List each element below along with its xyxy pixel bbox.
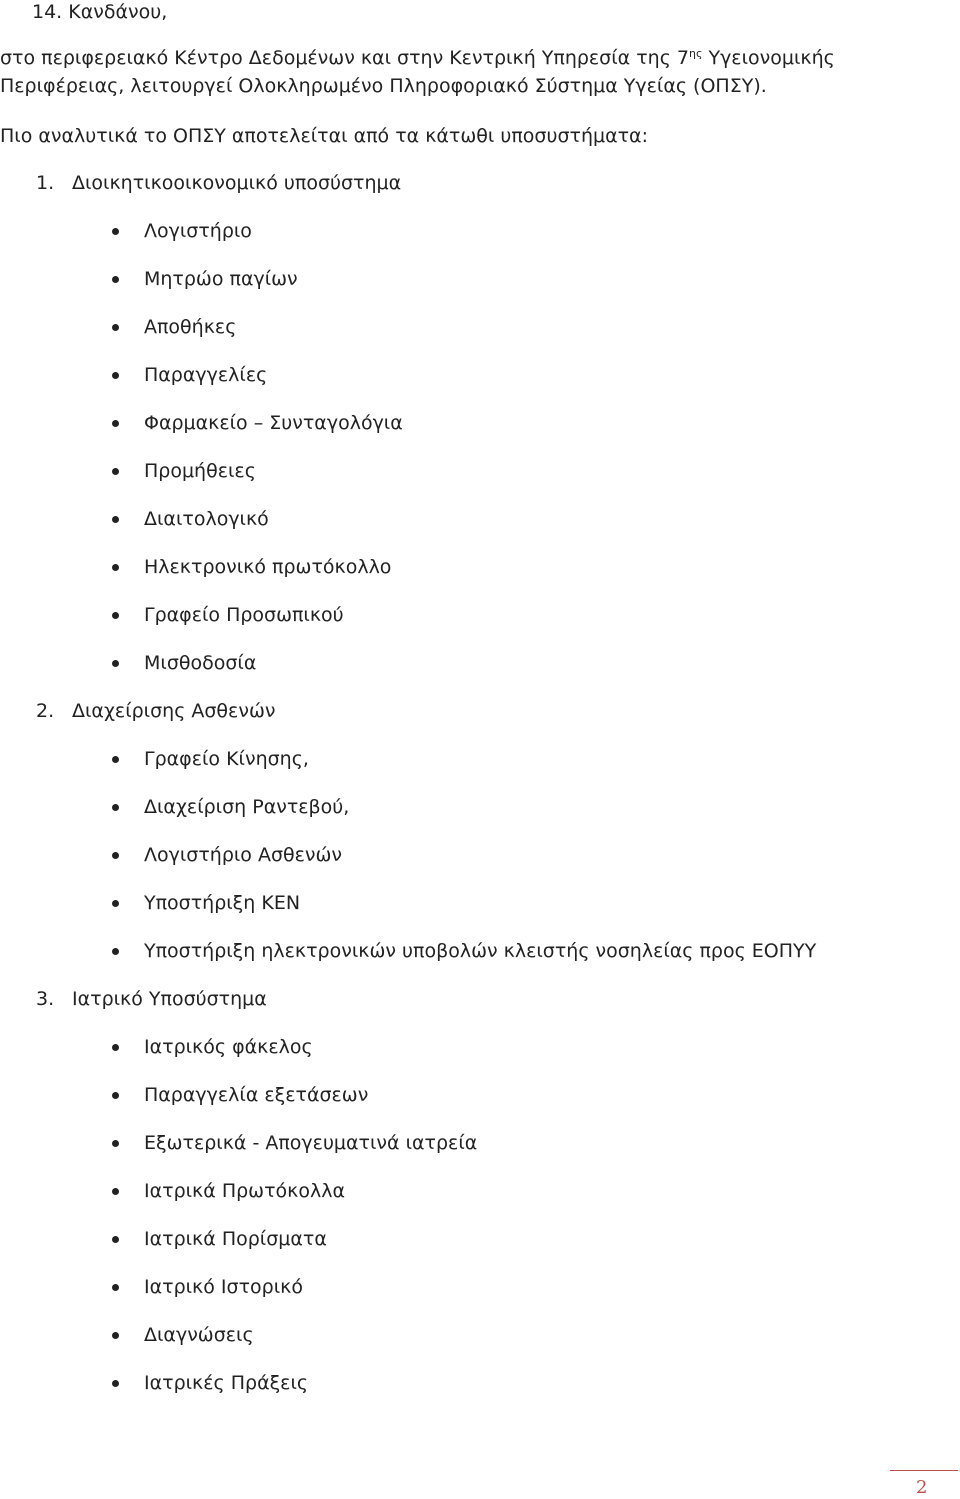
bullet-icon	[112, 1044, 119, 1051]
list-item: Εξωτερικά - Απογευματινά ιατρεία	[144, 1132, 478, 1154]
list-item: Μητρώο παγίων	[144, 268, 298, 290]
bullet-icon	[112, 420, 119, 427]
bullet-icon	[112, 948, 119, 955]
page-number: 2	[916, 1477, 928, 1498]
bullet-icon	[112, 516, 119, 523]
list-item: Διαιτολογικό	[144, 508, 269, 530]
bullet-icon	[112, 756, 119, 763]
list-item: Παραγγελίες	[144, 364, 268, 386]
subsystem-number: 1.	[36, 172, 55, 194]
bullet-icon	[112, 564, 119, 571]
list-item: Λογιστήριο Ασθενών	[144, 844, 343, 866]
intro-line-1	[0, 46, 835, 73]
section-heading: 14. Κανδάνου,	[32, 1, 168, 23]
list-item: Γραφείο Προσωπικού	[144, 604, 344, 626]
list-item: Διαγνώσεις	[144, 1324, 254, 1346]
list-item: Ιατρικό Ιστορικό	[144, 1276, 303, 1298]
bullet-icon	[112, 612, 119, 619]
bullet-icon	[112, 900, 119, 907]
bullet-icon	[112, 852, 119, 859]
list-item: Γραφείο Κίνησης,	[144, 748, 309, 770]
bullet-icon	[112, 1140, 119, 1147]
list-item: Ιατρικά Πορίσματα	[144, 1228, 327, 1250]
bullet-icon	[112, 1092, 119, 1099]
bullet-icon	[112, 1236, 119, 1243]
list-item: Ιατρικές Πράξεις	[144, 1372, 309, 1394]
bullet-icon	[112, 324, 119, 331]
list-item: Ηλεκτρονικό πρωτόκολλο	[144, 556, 392, 578]
list-item: Ιατρικά Πρωτόκολλα	[144, 1180, 345, 1202]
list-item: Αποθήκες	[144, 316, 237, 338]
bullet-icon	[112, 804, 119, 811]
subsystem-number: 2.	[36, 700, 55, 722]
list-item: Υποστήριξη ΚΕΝ	[144, 892, 301, 914]
bullet-icon	[112, 1332, 119, 1339]
list-item: Προμήθειες	[144, 460, 256, 482]
bullet-icon	[112, 1284, 119, 1291]
bullet-icon	[112, 1380, 119, 1387]
list-item: Υποστήριξη ηλεκτρονικών υποβολών κλειστής νοσηλείας προς ΕΟΠΥΥ	[144, 940, 817, 962]
list-item: Μισθοδοσία	[144, 652, 257, 674]
intro-line-2: Περιφέρειας, λειτουργεί Ολοκληρωμένο Πληροφοριακό Σύστημα Υγείας (ΟΠΣΥ).	[0, 75, 767, 97]
footer-divider	[890, 1470, 958, 1471]
bullet-icon	[112, 468, 119, 475]
ordinal-superscript: ης	[688, 47, 703, 60]
list-item: Ιατρικός φάκελος	[144, 1036, 313, 1058]
intro-line-1-text: στο περιφερειακό Κέντρο Δεδομένων και στην Κεντρική Υπηρεσία της 7	[0, 47, 689, 69]
intro-line-3: Πιο αναλυτικά το ΟΠΣΥ αποτελείται από τα κάτωθι υποσυστήματα:	[0, 125, 648, 147]
bullet-icon	[112, 372, 119, 379]
bullet-icon	[112, 660, 119, 667]
bullet-icon	[112, 1188, 119, 1195]
intro-line-1-end: Υγειονομικής	[702, 47, 835, 69]
bullet-icon	[112, 228, 119, 235]
list-item: Διαχείριση Ραντεβού,	[144, 796, 350, 818]
list-item: Παραγγελία εξετάσεων	[144, 1084, 369, 1106]
subsystem-number: 3.	[36, 988, 55, 1010]
list-item: Λογιστήριο	[144, 220, 252, 242]
bullet-icon	[112, 276, 119, 283]
list-item: Φαρμακείο – Συνταγολόγια	[144, 412, 403, 434]
subsystem-title: Διαχείρισης Ασθενών	[72, 700, 276, 722]
subsystem-title: Διοικητικοοικονομικό υποσύστημα	[72, 172, 402, 194]
subsystem-title: Ιατρικό Υποσύστημα	[72, 988, 267, 1010]
